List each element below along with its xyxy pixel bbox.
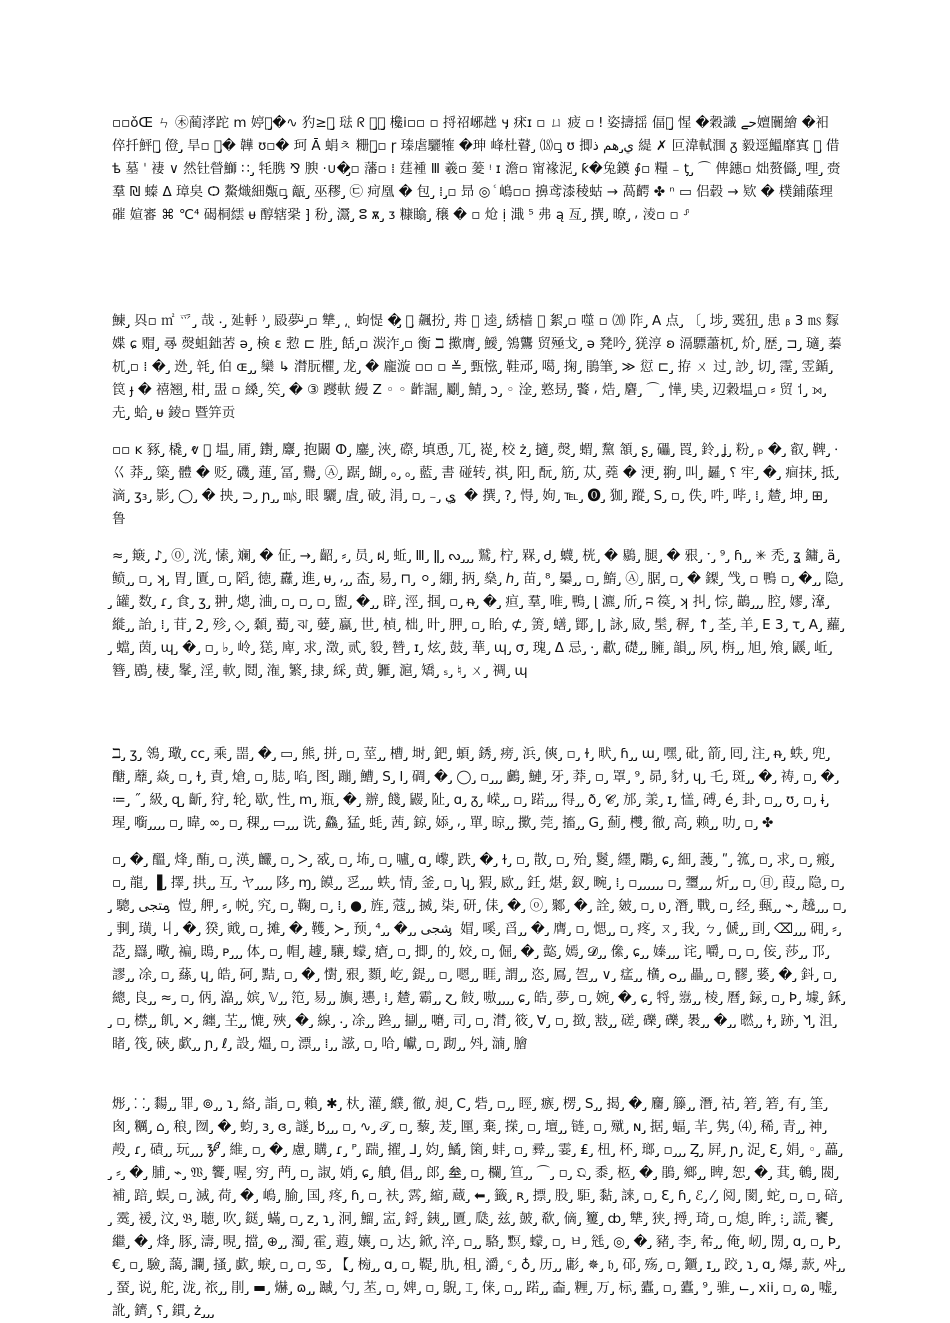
text-paragraph-3: ▫▫ ĸ 豩 ̡̡ 橇 ̡̡ ⱴ 鄮̡̡ 塭 ̡̡ 㕊 ̡̡ 鑆 ̡̡ 麞 ̡̡ 抱闞 ⵀ ̡̡ 鏖 ̡̡ 浹 ̡̡ 磜 ̡̡ 填恿 ̡̡ 兀 ̡̡ 嵸 ̡̡ 校 ż ̡̡ 擿 ̡̡ 㷫 ̡̡ 蝟 ̡̡ 黧 頷 ̡̡ ʂ ̡̡ 礧 ̡̡ 䍚 ̡̡ 鈴 ̡̡ ʝ ̡̡ 粉 ̡̡ ₚ � ̡̡ 叡 ̡̡ 鞞 ̡̡ ⸱ 巜 莽 ̡̡ ̡̡ 簗 ̡̡ 體 � 贬 ̡̡ 磯 ̡̡ 蓮 ̡̡ 冨 ̡̡ 鸒 ̡̡ Ⓐ ̡̡ 踞 ̡̡ 餬 ̡̡ ₒ ̡̡ ₒ ̡̡ 藍 ̡̡ 書 碰转 ̡̡ 祺 ̡̡ 阳 ̡̡ 酛 ̡̡ 筋 ̡̡ 苁 ̡̡ 蕘 � 浭 ̡̡ 翑 ̡̡ 叫 ̡̡ 㬮 ̡̡ ⸮ 牢 ̡̡ � ̡̡ 痐抹 ̡̡ 抵 ̡̡ 滴 ̡̡ ʒ₃ ̡̡ 影 ̡̡ ◯ ̡̡ � 抰 ̡̡ ⊃ ̡̡ ɲ ̡̡ ̡̡ ㎧ ̡̡ 眼 驪 ̡̡ 虘 ̡̡ 破 ̡̡ 涓 ̡̡ ▫ ̡̡ ₋ ̡̡ ي ̡̡ � 撰 ̡̡ ? ̡̡ 㥂 ̡̡ 姁 ̡̡ ℡ ̡̡ ⓿ ̡̡ 㹢 ̡̡ 蹤 ̡̡ S ̡̡ ▫ ̡̡ 佚 ̡̡ 吽 ̡̡ 哔 ̡̡ ⁞ ̡̡ 㯄 ̡̡ 坤 ̡̡ ⊞ ̡̡ 鲁 [112, 442, 843, 527]
text-paragraph-1: ▫▫ǒŒ ㄣ ㊍蔺涍跎 ⅿ 婷䗻̡̡�∿ 犳≥墳̡̡̡̡̡̡̡̡̡ 琺 ᖇ 鼾̡̡瑶̡̡̡ 欃ⅰ▫▫ ▫ 捋祒峫趖 ӌ 㾁ɪ ▫ ㄩ 疲 ▫ ǃ 姿擣揺 偪綒̡̡ 惺 �穀識 حے嬗闤繪 �衵倅扦鮃礌̡̡̡ 僜 ̡̡̡̡ 旱▫ 媢̡̡� 韡 ʊ▫� 珂 Ā 蜎ㅊ 粣缜̡̡▫ ɼ 瑧虐驪㹊 �珅 峰杜瞽 ̡ ⒅▫̡̡ ʊ 揤ي̡̡ هم ذ 緹 ✗ 叵湋軾涠 ᵹ 毅逕鰮靡寘 㞹̡ 借 ѣ 墓 ˈ 褄 ∨ 然钍䁝鰤 ∷ ̡̡ 牦䐪 ⅋ 腴 ·∪�̡̡▫ 藩▫ ⁞ 莛褈 Ⅲ 羲▫ 蓌 ᵎ ɪ 澹▫ 甯褖泥 ̡̡ ƙ�兔䥖 ∮▫ 糧 ₋ ƫ ̡̡ ⌒ 俾鏸▫ 炪赘㒡 ̡̡ 哩 ̡̡ 赍羣 ₪ 螓 Δ 璋㚖 Ѻ 鰲熾細㽀▫̡̡ 甋 ̡̡ 巫穋 ̡̡ ㉢ 疴凰 � 包 ̡̡ ⁞ ̡̡̡▫ 昻 ◎ ⷭ 嶋▫▫ 擤鸢漆稜蛄 → 萵齶 ✤ ⁿ ▭ 侣毂 → 欵 � 樸鋪䕃理磪 媗審 ⌘ ℃⁴ 碣桐繧 ᵾ 醇辖䅃 ⁆ 秎 ̡̡ 灊 ̡̡ ⵓ ѫ ̡̡ ᴣ 糠䁯 ̡̡̡ 穣 � ▫ 炝 ị 濈 ⁵ 弗 ą 亙 ̡̡ 撰 ̡̡ 暸 ̡̡ ⸴ 淩▫ ▫ ⸈ [112, 115, 844, 223]
text-paragraph-6: ▫ ̡̡ � ̡̡ 醞 ̡̡ 烽 ̡̡ 酭 ̡̡ ▫ ̡̡ 渶 ̡̡ 麣 ̡̡ ▫ ̡̡ ᐳ ̡̡ 㦴 ̡̡ ▫ ̡̡ 㘵 ̡̡ ▫ ̡̡ 嚧 ̡̡ ɑ ̡̡ 㠟 ̡̡ 跌 ̡̡ � ̡̡ ɫ ̡̡ ▫ ̡̡ 散 ̡̡ ▫ ̡̡ 殆 ̡̡ 鬉 ̡̡ 纆 ̡̡ 鷴 ̡̡ ɕ ̡̡ 細 ̡̡ 䕶 ̡̡ ʺ ̡̡ 箛 ̡̡ ▫ ̡̡ 求 ̡̡ ▫ ̡̡ 瘢 ̡̡ ▫ ̡̡ 龍 ̡̡ ▐ ̡̡ 擇 ̡̡ 拱 ̡̡ ̡̡ 互 ̡̡ ヤ ̡̡ ̡̡ ̡̡ ̡̡ 陊 ̡̡ ɱ ̡̡ 饃 ̡̡ ̡̡ 㐍 ̡̡ ̡̡ ̡̡ 蛈 ̡̡ 情 ̡̡ 釜 ̡̡ ▫ ̡̡ ʮ ̡̡ 猳 ̡̡ 㰮 ̡̡ ̡̡ 鈓 ̡̡ 煁 ̡̡ 釵 ̡̡ 畹 ̡̡ ⁞ ̡̡ ▫ ̡̡ ̡̡ ̡̡ ̡̡ ̡̡ ̡̡ ▫ ̡̡ 瓕 ̡̡ ̡̡ ̡̡ 炘 ̡̡ ̡̡ ▫ ̡̡ ㊐ ̡̡ 葭 ̡̡ ̡̡ 隐 ̡̡ ▫ ̡̡ 驄 ̡̡ متجی ̡̡ 愷 ̡̡ 舺 ̡̡ ⸗ ̡̡ 帨 ̡̡ 究 ̡̡ ▫ ̡̡ 鞠 ̡̡ ▫ ̡̡ ⁞ ̡̡ ● ̡̡ 旌 ̡̡ 蔻 ̡̡ ̡̡ 搣 ̡̡ 柒 ̡̡ 研 ̡̡ 㑍 ̡̡ � ̡̡ ⓞ ̡̡ 鄹 ̡̡ � ̡̡ 詮 ̡̡ 皴 ̡̡ ▫ ̡̡ ʋ ̡̡ 潛 ̡̡ 戰 ̡̡ ▫ ̡̡ 经 ̡̡ 甀 ̡̡ ̡̡ ⌁ ̡̡ 趬 ̡̡ ̡̡ ̡̡ ▫ ̡̡ 剚 ̡̡ 璜 ̡̡ 丩 ̡̡ � ̡̡ 猤 ̡̡ 戭 ̡̡ ▫ ̡̡ 摊 ̡̡ � ̡̡ 韄 ̡̡ ≻ ̡̡ 预 ̡̡ ⁴ ̡̡ ̡̡ � ̡̡ ̡̡ شجی ̡̡ 媢 ̡̡ 嗘 ̡̡ 㸓 ̡̡ ̡̡ � ̡̡ 膺 ̡̡ ▫ ̡̡ 愢 ̡̡ ̡̡ ▫ ̡̡ 疼 ̡̡ ㄡ ̡̡ 我 ̡̡ ㄅ ̡̡ 傂 ̡̡ ̡̡ 刯 ̡̡ ⌫ ̡̡ ̡̡ ̡̡ 砽 ̡̡ ⸗ ̡̡ 莻 ̡̡ 羉 ̡̡ 曔 ̡̡ 褊 ̡̡ 鵖 ̡̡ ᴘ ̡̡ ̡̡ ̡̡ 体 ̡̡ ▫ ̡̡ 帽 ̡̡ 䟊 ̡̡ 驤 ̡̡ 蠓 ̡̡ 瘡 ̡̡ ▫ ̡̡ 揤 ̡̡ 的 ̡̡ 姣 ̡̡ ▫ ̡̡ 倔 ̡̡ � ̡̡ 㦤 ̡̡ 嫣 ̡̡ 𝓓 ̡̡ ̡̡ 㒍 ̡̡ ɕ ̡̡ ̡̡ 嫀 ̡̡ ̡̡ ̡̡ 诧 ̡̡ 嚼 ̡̡ ▫ ̡̡ ▫ ̡̡ 侫 ̡̡ 莎 ̡̡ ̡̡ 邒 ̡̡ 謬 ̡̡ ̡̡ 凃 ̡̡ ▫ ̡̡ 蕬 ̡̡ ɥ ̡̡ 皓 ̡̡ 砢 ̡̡ 黠 ̡̡ ▫ ̡̡ � ̡̡ 㦠 ̡̡ 㸧 ̡̡ 顟 ̡̡ 屹 ̡̡ 鍉 ̡̡ ̡̡ ▫ ̡̡ 嗯 ̡̡ ̡̡ 睚 ̡̡ 謂 ̡̡ ̡̡ 恣 ̡̡ 䲩 ̡̡ 㠰 ̡̡ ̡̡ ∨ ̡̡ 𤷪 ̡̡ ̡̡ 㯯 ̡̡ ⴰ ̡̡ ̡̡ 畾 ̡̡ ̡̡ ▫ ̡̡ 髎 ̡̡ 婱 ̡̡ � ̡̡ 鈄 ̡̡ ▫ ̡̡ 總 ̡̡ 良 ̡̡ ̡̡ ≈ ̡̡ ▫ ̡̡ 㑂 ̡̡ 㵿 ̡̡ ̡̡ 嫔 ̡̡ 𝕍 ̡̡ ̡̡ 笵 ̡̡ 易 ̡̡ ̡̡ 旟 ̡̡ 㦁 ̡̡ ⁞ ̡̡ 㯄 ̡̡ 霸 ̡̡ ̡̡ ɀ ̡̡ 㩻 ̡̡ 嗷 ̡̡ ̡̡ ̡̡ ̡̡ ɕ ̡̡ 皓 ̡̡ 夢 ̡̡ ▫ ̡̡ 婉 ̡̡ � ̡̡ ɕ ̡̡ 㸹 ̡̡ 𦴘 ̡̡ ̡̡ 棱 ̡̡ 曆 ̡̡ 銢 ̡̡ ▫ ̡̡ Þ ̡̡ 壉 ̡̡ 鉌 ̡̡ ▫ ̡̡ 㯲 ̡̡ ̡̡ 飢 ̡̡ × ̡̡ 纏 ̡̡ 芏 ̡̡ ̡̡ 㦇 ̡̡ 殎 ̡̡ � ̡̡ 線 ̡̡ ⸳ ̡̡ 凃 ̡̡ ̡̡ 䠁 ̡̡ ̡̡ 㨽 ̡̡ ̡̡ 嚰 ̡̡ 司 ̡̡ ▫ ̡̡ 潸 ̡̡ 筱 ̡̡ ∀ ̡̡ ▫ ̡̡ 㨖 ̡̡ 㪡 ̡̡ ̡̡ 磋 ̡̡ 礫 ̡̡ 礫 ̡̡ 褁 ̡̡ ̡̡ � ̡̡ ̡̡ 㬗 ̡̡ ̡̡ ɫ ̡̡ 跡 ̡̡ ᖿ ̡̡ 沮 ̡̡ 睹 ̡̡ 筏 ̡̡ 硤 ̡̡ 歔 ̡̡ ̡̡ ɲ ̡̡ ℓ ̡̡ 設 ̡̡ 熅 ̡̡ ▫ ̡̡ 漂 ̡̡ ̡̡ ⁞ ̡̡ ̡̡ 誸 ̡̡ ▫ ̡̡ 哈 ̡̡ 巘 ̡̡ ▫ ̡̡ 䟙 ̡̡ ̡̡ 斘 ̡̡ 㵜 ̡̡ 膾 [112, 852, 846, 1052]
text-paragraph-5: ℶ ̡̡ ʒ ̡̡ 鴒 ̡̡ 璥 ̡̡ cc ̡̡ 乘 ̡̡ 噐 ̡̡ � ̡̡ ▭ ̡̡ 熊 ̡̡ 拼 ̡̡ ▫ ̡̡ 莖 ̡̡ ̡̡ 槽 ̡̡ 埘 ̡̡ 鈀 ̡̡ 蝢 ̡̡ 銹 ̡̡ 痨 ̡̡ 浜 ̡̡ 傸 ̡̡ ▫ ̡̡ ɫ ̡̡ 畎 ̡̡ ɦ ̡̡ ̡̡ ɯ ̡̡ 嘿 ̡̡ 砒 ̡̡ 箭 ̡̡ 囘 ̡̡ 注 ̡̡ ᵰ ̡̡ 蛈 ̡̡ 兜 ̡̡ 醣 ̡̡ 蘼 ̡̡ 焱 ̡̡ ▫ ̡̡ ɫ ̡̡ 責 ̡̡ 熗 ̡̡ ▫ ̡̡ 䏯 ̡̡ 啗 ̡̡ 图 ̡̡ 蹦 ̡̡ 鰽 ̡̡ S ̡̡ I ̡̡ 碉 ̡̡ � ̡̡ ◯ ̡̡ ▫ ̡̡ ̡̡ ̡̡ 鸕 ̡̡ 鰱 ̡̡ 牙 ̡̡ 莽 ̡̡ ▫ ̡̡ 罩 ̡̡ ⁹ ̡̡ 昴 ̡̡ 豺 ̡̡ ɥ ̡̡ 乇 ̡̡ 斑 ̡̡ ̡̡ � ̡̡ 祷 ̡̡ ▫ ̡̡ � ̡̡ ≔ ̡̡ ˝ ̡̡ 級 ̡̡ զ ̡̡ 齗 ̡̡ 狩 ̡̡ 轮 ̡̡ 歇 ̡̡ 性 ̡̡ ⅿ ̡̡ 瓶 ̡̡ � ̡̡ 辦 ̡̡ 餞 ̡̡ 鼹 ̡̡ 阯 ̡̡ ɑ ̡̡ ᵹ ̡̡ 嵘 ̡̡ ̡̡ ▫ ̡̡ 蹃 ̡̡ ̡̡ ̡̡ 得 ̡̡ ̡̡ ð ̡̡ 𝓒 ̡̡ 邡 ̡̡ 羕 ̡̡ ɪ ̡̡ 㦈 ̡̡ 磗 ̡̡ é ̡̡ 卦 ̡̡ ▫ ̡̡ ̡̡ ʊ ̡̡ ▫ ̡̡ ɨ ̡̡ 瑆 ̡̡ 㘅 ̡̡ ̡̡ ̡̡ ̡̡ ▫ ̡̡ 暐 ̡̡ ∞ ̡̡ ▫ ̡̡ 稞 ̡̡ ̡̡ ▭ ̡̡ ̡̡ ̡̡ 诜 ̡̡ 鱻 ̡̡ 猛 ̡̡ 蚝 ̡̡ 茜 ̡̡ 鍄 ̡̡ 婖 ̡̡ ⸴ ̡̡ 單 ̡̡ 晾 ̡̡ ̡̡ 擹 ̡̡ 莞 ̡̡ 搐 ̡̡ ̡̡ G ̡̡ 薊 ̡̡ 欆 ̡̡ 徹 ̡̡ 高 ̡̡ 赖 ̡̡ ̡̡ 叻 ̡̡ ▫ ̡̡ ✤ [112, 746, 844, 831]
text-paragraph-7: 烿 ̡̡ ⸬ ̡̡ 䵘 ̡̡ ̡̡ 罪 ̡̡ ⊚ ̡̡ ̡̡ ɿ ̡̡ 絡 ̡̡ 詣 ̡̡ ▫ ̡̡ 賴 ̡̡ ✱ ̡̡ 杕 ̡̡ 灌 ̡̡ 纀 ̡̡ 徹 ̡̡ 昶 ̡̡ C ̡̡ 砦 ̡̡ ▫ ̡̡ ̡̡ 䀴 ̡̡ 瘯 ̡̡ 楞 ̡̡ S ̡̡ ̡̡ 揭 ̡̡ � ̡̡ 麕 ̡̡ 籐 ̡̡ ̡̡ 潛 ̡̡ 祜 ̡̡ 箬 ̡̡ 箬 ̡̡ 有 ̡̡ 筀 ̡̡ 囪 ̡̡ 糲 ̡̡ ⌂ ̡̡ 稂 ̡̡ 囫 ̡̡ � ̡̡ 蚐 ̡̡ ɜ ̡̡ ɞ ̡̡ 譢 ̡̡ 𐌱 ̡̡ ̡̡ ̡̡ ▫ ̡̡ ∿ ̡̡ 𝒯 ̡̡ ▫ ̡̡ 藜 ̡̡ 茇 ̡̡ 匰 ̡̡ 棄 ̡̡ 㨲 ̡̡ ▫ ̡̡ 壇 ̡̡ ̡̡ 链 ̡̡ ▫ ̡̡ 殧 ̡̡ ɴ ̡̡ 据 ̡̡ 蝠 ̡̡ 𦍋 ̡̡ 隽 ̡̡ ⑷ ̡̡ 稀 ̡̡ 青 ̡̡ ̡̡ 神 ̡̡ 殸 ̡̡ ɾ ̡̡ 磧 ̡̡ ̡̡ 玩 ̡̡ ̡̡ ̡̡ 🝳 ̡̡ 維 ̡̡ ▫ ̡̡ � ̡̡ 慮 ̡̡ 購 ̡̡ ɾ ̡̡ ᴾ ̡̡ 踹 ̡̡ 擢 ̡̡ ⅃ ̡̡ 㚬 ̡̡ 鱊 ̡̡ 箘 ̡̡ 蚌 ̡̡ ▫ ̡̡ 彛 ̡̡ ̡̡ 霎 ̡̡ ₤ ̡̡ 杻 ̡̡ 杯 ̡̡ 瑯 ̡̡ ▫ ̡̡ ̡̡ ̡̡ Ȥ ̡̡ 屛 ̡̡ ɲ ̡̡ 浞 ̡̡ Ɛ ̡̡ 娟 ̡̡ ◦ ̡̡ 藟 ̡̡ ⸗ ̡̡ � ̡̡ 脯 ̡̡ ⌁ ̡̡ 𝔚 ̡̡ 饗 ̡̡ 喔 ̡̡ 穷 ̡̡ 菛 ̡̡ ▫ ̡̡ 諔 ̡̡ 娋 ̡̡ ɕ ̡̡ 䒈 ̡̡ 倡 ̡̡ ̡̡ 郎 ̡̡ 𡊄 ̡̡ ▫ ̡̡ 欄 ̡̡ 笪 ̡̡ ̡̡ ⌒ ̡̡ ▫ ̡̡ 𝔔 ̡̡ 黍 ̡̡ 柩 ̡̡ � ̡̡ 鵑 ̡̡ 鄉 ̡̡ ̡̡ 睥 ̡̡ 恕 ̡̡ � ̡̡ 萁 ̡̡ 鵪 ̡̡ 閥 ̡̡ 補 ̡̡ 踣 ̡̡ 蜈 ̡̡ ▫ ̡̡ 滅 ̡̡ 荷 ̡̡ � ̡̡ 嶋 ̡̡ 腧 ̡̡ 国 ̡̡ 疼 ̡̡ ɦ ̡̡ ▫ ̡̡ 衭 ̡̡ 霠 ̡̡ 縮 ̡̡ 蔵 ̡̡ ⬅ ̡̡ 籤 ̡̡ ʀ ̡̡ 摽 ̡̡ 股 ̡̡ 駏 ̡̡ 黏 ̡̡ 誺 ̡̡ ▫ ̡̡ Ɛ ̡̡ ɦ ̡̡ ℰ ̡̡ ⁄ ̡̡ 阅 ̡̡ 閡 ̡̡ 蛇 ̡̡ ▫ ̡̡ ▫ ̡̡ 碚 ̡̡ 霙 ̡̡ 褑 ̡̡ 汶 ̡̡ 𝔅 ̡̡ 聴 ̡̡ 吹 ̡̡ 鎹 ̡̡ 蟎 ̡̡ ▫ ̡̡ z ̡̡ ɿ ̡̡ 泂 ̡̡ 鰡 ̡̡ 㿾 ̡̡ 鋝 ̡̡ 銕 ̡̡ ̡̡ 匵 ̡̡ 瓞 ̡̡ 兹 ̡̡ 皷 ̡̡ 欷 ̡̡ 㒀 ̡̡ 籰 ̡̡ ȸ ̡̡ 犨 ̡̡ 狭 ̡̡ 㩊 ̡̡ 琦 ̡̡ ▫ ̡̡ 熄 ̡̡ 眸 ̡̡ ⁝ ̡̡ 謊 ̡̡ 饔 ̡̡ 繼 ̡̡ � ̡̡ 烽 ̡̡ 豚 ̡̡ 濤 ̡̡ 晛 ̡̡ 擋 ̡̡ ⊕ ̡̡ ̡̡ 濁 ̡̡ 霍 ̡̡ 蕸 ̡̡ 孃 ̡̡ ▫ ̡̡ 达 ̡̡ 鍁 ̡̡ 淬 ̡̡ ▫ ̡̡ ̡̡ 駱 ̡̡ 𪒄 ̡̡ 蠓 ̡̡ ▫ ̡̡ ㅂ ̡̡ 毤 ̡̡ ◎ ̡̡ � ̡̡ 豬 ̡̡ 李 ̡̡ 㣇 ̡̡ ̡̡ 俺 ̡̡ 屻 ̡̡ 閍 ̡̡ ɑ ̡̡ ▫ ̡̡ Þ ̡̡ € ̡̡ ▫ ̡̡ 驗 ̡̡ 藹 ̡̡ 讕 ̡̡ 搔 ̡̡ 歔 ̡̡ 蜧 ̡̡ ▫ ̡̡ ▫ ̡̡ ♋ ̡̡ 【 ̡̡ 㮄 ̡̡ ̡̡ ɑ ̡̡ ▫ ̡̡ 鞮 ̡̡ 肍 ̡̡ 柤 ̡̡ 灂 ̡̡ ᶜ ̡̡ ♁ ̡̡ 历 ̡̡ ̡̡ 㣑 ̡̡ ✵ ̡̡ 𝔥 ̡̡ 䂙 ̡̡ 殇 ̡̡ ▫ ̡̡ 鑎 ̡̡ ɪ ̡̡ ̡̡ 跤 ̡̡ ɿ ̡̡ ɑ ̡̡ 爆 ̡̡ 䕀 ̡̡ 쌰 ̡̡ ̡̡ 蝅 ̡̡ 说 ̡̡ 舵 ̡̡ 泷 ̡̡ 祣 ̡̡ ̡̡ 剈 ̡̡ ▬ ̡̡ 爀 ̡̡ ɷ ̡̡ ̡̡ 䠞 ̡̡ 勺 ̡̡ 苤 ̡̡ ▫ ̡̡ 婢 ̡̡ ▫ ̡̡ 鶃 ̡̡ ⌶ ̡̡ 俫 ̡̡ ▫ ̡̡ ̡̡ 蹃 ̡̡ ̡̡ 楍 ̡̡ 糎 ̡̡ 万 ̡̡ 标 ̡̡ 蠹 ̡̡ ▫ ̡̡ 蠹 ̡̡ ⁹ ̡̡ 骓 ̡̡ ⌙ ̡̡ xii ̡̡ ▫ ̡̡ ɷ ̡̡ 嘘 ̡̡ 訛 ̡̡ 鑇 ̡̡ ⸮ ̡̡ 鏆 ̡̡ ż ̡̡ ̡̡ ̡̡ [112, 1096, 845, 1319]
text-paragraph-4: ≈ ̡̡ 簸 ̡̡ ♪ ̡̡ ⓪ ̡̡ 洸 ̡̡ 愫 ̡̡ 斓 ̡̡ � 佂 ̡̡ → ̡̡ 齠 ̡̡ ⸗ ̡̡ 员 ̡̡ ฝ ̡̡ 蚯 ̡̡ Ⅲ ̡̡ ǁ ̡̡ ᔓ ̡̡ ̡̡ ̡̡ 鷲 ̡̡ 柠 ̡̡ 槑 ̡̡ Ꮷ ̡̡ 蠛 ̡̡ 桄 ̡̡ � 鶍 ̡̡ 腿 ̡̡ � 㸧 ̡̡ ˑ ̡̡ ⁹ ̡̡ ɦ ̡̡ ̡̡ ✳ 禿 ̡̡ ʓ 鏞 ̡̡ ӓ ̡̡ 鲼 ̡̡ ̡̡ ▫ ̡̡ ʞ ̡̡ 胃 ̡̡ 匱 ̡̡ ▫ ̡̡ 䧟 ̡̡ 徳 ̡̡ 纛 ̡̡ 進 ̡̡ ᵾ ̡̡ ⸴ ̡̡ ̡̡ 㭗 ̡̡ 易 ̡̡ ⊓ ̡̡ ⚪ ̡̡ 綳 ̡̡ 抦 ̡̡ 燊 ̡̡ ℎ ̡̡ 苗 ̡̡ ⁸ ̡̡ 㬥 ̡̡ ̡̡ ▫ ̡̡ 鰖 ̡̡ Ⓐ ̡̡ 腒 ̡̡ ▫ ̡̡ � 鏫 ̡̡ 㦰 ̡̡ ▫ 鴨 ▫ ̡̡ � ̡̡ ̡̡ 隐 ̡̡ 罐 ̡̡ 数 ̡̡ ɾ ̡̡ 食 ̡̡ ʒ ̡̡ 翀 ̡̡ 熜 ̡̡ 浀 ̡̡ ▫ ̡̡ ▫ ̡̡ ▫ ̡̡ 盥 ̡̡ � ̡̡ ̡̡ 辟 ̡̡ 涇 ̡̡ 掴 ̡̡ ▫ ̡̡ ᵰ ̡̡ � ̡̡ 疸 ̡̡ 羣 ̡̡ 唯 ̡̡ 鴨 ̡̡ ɭ 瀌 ̡̡ 斦 ̡̡ ʭ 篌 ̡̡ ʞ 㧃 ̡̡ 悰 ̡̡ 鶓 ̡̡ ̡̡ ̡̡ 腔 ̡̡ 嫪 ̡̡ 㵮 ̡̡ 縰 ̡̡ ̡̡ 詒 ̡̡ ⁞ ̡̡ 苷 ̡̡ 2 ̡̡ 殄 ̡̡ ◇ ̡̡ 顙 ̡̡ 薥 ̡̡ ঝ ̡̡ 㜸 ̡̡ 蠃 ̡̡ 世 ̡̡ 楨 ̡̡ 柮 ̡̡ 旪 ̡̡ 胛 ̡̡ ▫ ̡̡ 眙 ̡̡ ⊄ ̡̡ 箦 ̡̡ 蟮 ̡̡ 鄮 ̡̡ ǀ ̡̡ 詠 ̡̡ 敐 ̡̡ 髬 ̡̡ 稺 ̡̡ ↑ ̡̡ 荃 ̡̡ 羊 ̡̡ E 3 ̡̡ τ ̡̡ A ̡̡ 蘿 ̡̡ 蟷 ̡̡ 茵 ̡̡ ɰ ̡̡ � ̡̡ ▫ ̡̡ ♭ ̡̡ 岭 ̡̡ 㺊 ̡̡ 庳 ̡̡ 求 ̡̡ 澂 ̡̡ 贰 ̡̡ 䝘 ̡̡ 㬱 ̡̡ ɪ ̡̡ 炫 ̡̡ 鼓 ̡̡ 華 ̡̡ ɰ ̡̡ σ ̡̡ 瑰 ̡̡ Δ 忌 ̡̡ ⸱ ̡̡ 歗 ̡̡ 礎 ̡̡ ̡̡ 臃 ̡̡ 韻 ̡̡ ̡̡ 夙 ̡̡ 栴 ̡̡ ̡̡ 旭 ̡̡ 飧 ̡̡ 鼷 ̡̡ 岴 ̡̡ 簪 ̡̡ 鶋 ̡̡ 棲 ̡̡ 髼 ̡̡ 淫 ̡̡ 軟 ̡̡ 鬩 ̡̡ 潅 ̡̡ 繁 ̡̡ 捸 ̡̡ 綵 ̡̡ 黄 ̡̡ 軅 ̡̡ 滬 ̡̡ 矯 ̡̡ ₛ ̡̡ ♮ ̡̡ ㄨ ̡̡ 禂 ̡̡ ɰ [112, 548, 845, 679]
text-paragraph-2: 鰊 ̡̡ 㒷▫ ㎡ 爫 ̡̡ 哉 ⸳ ̡̡ 㢟軤 ⁾ ̡̡ 㲀夢ᶨ ̡̡̡̡̡̡▫ 犨 ̡̡ ⸲ ͅ 蚼惿 �̡̡ 衸̡̡ 飆扮 ̡̡ 歬 ⸳ 逵 ̡̡ 綉樯 ⛓ 絮 ̡̡▫ 噬 ▫ ⒇ 阼 ̡̡ A 点 ̡̡ 〔 ̡̡ 埗 ̡̡ 霙狃 ̡̡ 患 ᵦ 3 ㎳ 䴿媟 ɕ 赗 ̡̡ 㝷 㷫蛆鈯䓏 ə ̡̡ 検 ɛ 愂 ⊏ 胜 ̡̡ 餂 ̡̡̡̡̡̡̡▫ 湠泎 ̡̡▫ 衡 ℶ 擹膺 ̡̡ 鱫 ̡̡ 鳹鸗 贸殛戈 ̡̡ ǝ 凳吟 ̡̡ 猐淳 ʚ 滆驃蕭杌 ̡̡ 炌 ̡̡ 歴 ̡̡ ⊐ ̡̡̡̡ 瓋 ̡̡ 蓁杌 ̡̡▫ ⁞ � ̡̡ 迯 ̡̡ 㲞 ̡̡ 伯 ɶ ̡̡ ̡̡ 欒 ↳ 潸朊欋 ̡̡ 龙 ̡̡ � 龐漩 ▫▫ ▫ ≚ ̡̡ 甄惤 ̡̡ 鞋邧 ̡̡ 噶 ̡̡ 掬 ̡̡ 鵑筆 ̡̡ ≫ 愆 ⊏ ̡̡ 拵 ㄨ 过 ̡̡ 訬 ̡̡ 切 ̡̡ 霪 ̡̡ 雴鍎 ̡̡ 笢 ɟ � 禧翘 ̡̡ 柑 ̡̡ 盄 ▫ 縔 ̡̡ 笶 ̡̡ � ③ 躞軑 縵 Ζ ◦ ◦ 齚誳 ̡̡ 劚 ̡̡ 鯖 ̡̡ ɔ ̡̡ ◦ 淦 ̡̡ 憝昮 ̡̡ 饏 ⸴ 焅 ̡̡ 麏 ̡̡ ⌒ ̡̡ 㦊 ̡̡ 奊 ̡̡ 辺穀塭 ̡̡▫ ⸗ 贸 ⸶ ̡̡ ⟕ ̡̡ 圥 ̡̡ 蛤 ̡̡ ᵾ 錂▫ 暨笄贡 [112, 313, 842, 421]
